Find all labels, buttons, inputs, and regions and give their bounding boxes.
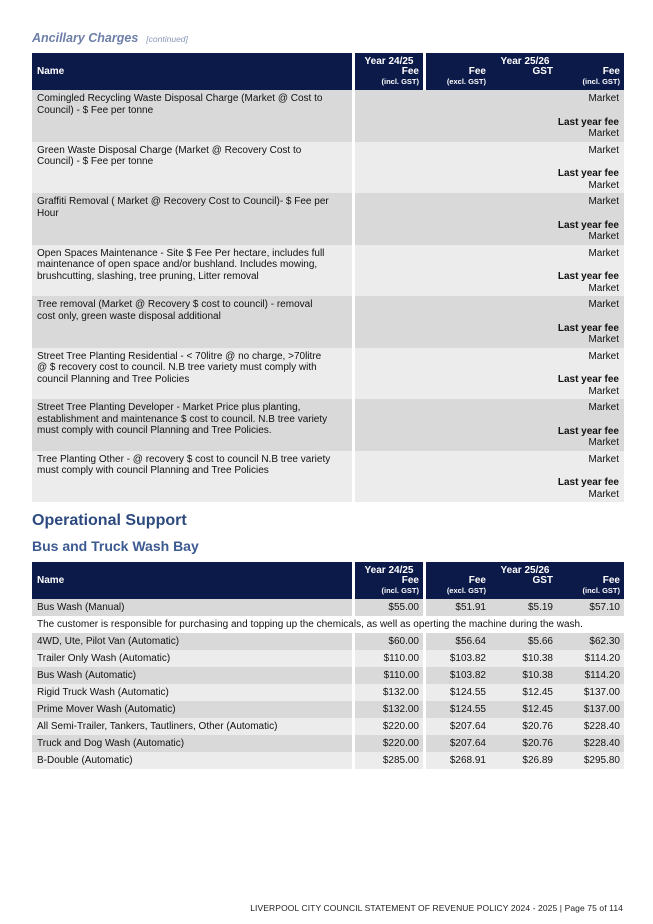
gst: $26.89 <box>490 752 557 769</box>
page-footer: LIVERPOOL CITY COUNCIL STATEMENT OF REVENUE POLICY 2024 - 2025 | Page 75 of 114 <box>250 903 623 913</box>
prev-year-fee <box>352 90 423 142</box>
table-row <box>32 399 624 451</box>
operational-support-heading: Operational Support <box>32 512 187 529</box>
fee-incl: $137.00 <box>557 701 624 718</box>
fee-value: Market <box>588 196 619 207</box>
fee-excl: $56.64 <box>423 633 490 650</box>
section-title-continued <box>32 31 188 45</box>
last-year-fee: Market <box>588 488 619 500</box>
table-row <box>32 650 624 667</box>
prev-year-fee <box>352 296 423 348</box>
last-year-fee: Market <box>588 334 619 345</box>
fee-value: Market <box>588 144 619 156</box>
fee-incl: $295.80 <box>557 752 624 769</box>
gst: $20.76 <box>490 718 557 735</box>
fee-name: Tree removal (Market @ Recovery $ cost to council) - removal cost only, green waste disposal additional <box>32 296 352 348</box>
last-year-fee: Market <box>588 179 619 191</box>
fee-value: Market <box>588 247 619 259</box>
gst: $5.19 <box>490 599 557 616</box>
table-row <box>32 667 624 684</box>
header-name: Name <box>32 53 352 90</box>
fee-value: Market <box>588 350 619 362</box>
fee-excl: $103.82 <box>423 667 490 684</box>
note-row <box>32 616 624 633</box>
fee-excl: $268.91 <box>423 752 490 769</box>
current-fee <box>423 90 624 142</box>
fee-value: Market <box>588 93 619 104</box>
prev-fee-incl: $220.00 <box>352 718 423 735</box>
last-year-fee: Market <box>588 231 619 242</box>
header-gst: GST <box>490 67 557 90</box>
prev-year-fee <box>352 451 423 503</box>
last-year-label: Last year fee <box>557 425 619 437</box>
prev-year-fee <box>352 348 423 400</box>
last-year-fee: Market <box>588 282 619 294</box>
fee-name: Street Tree Planting Residential - < 70litre @ no charge, >70litre @ $ recovery cost to council. N.B tree variety must comply with council Planning and Tree Policies <box>32 348 352 400</box>
fee-value: Market <box>588 453 619 465</box>
current-fee <box>423 399 624 451</box>
current-fee <box>423 193 624 245</box>
last-year-fee: Market <box>588 128 619 139</box>
table-row <box>32 633 624 650</box>
wash-name: Trailer Only Wash (Automatic) <box>32 650 352 667</box>
header-fee-incl: Fee (incl. GST) <box>557 576 624 599</box>
table-row <box>32 451 624 503</box>
header-prev-fee: Fee (incl. GST) <box>352 576 423 599</box>
table-row <box>32 735 624 752</box>
header-gst: GST <box>490 576 557 599</box>
wash-name: Bus Wash (Manual) <box>32 599 352 616</box>
fee-value: Market <box>588 299 619 310</box>
header-name: Name <box>32 562 352 599</box>
prev-fee-incl: $60.00 <box>352 633 423 650</box>
continued-label: [continued] <box>146 34 188 44</box>
fee-name: Street Tree Planting Developer - Market Price plus planting, establishment and maintenance $ cost to council. N.B tree variety must comply with council Planning and Tree Policies. <box>32 399 352 451</box>
header-fee-incl: Fee (incl. GST) <box>557 67 624 90</box>
gst: $5.66 <box>490 633 557 650</box>
prev-year-fee <box>352 193 423 245</box>
table-row <box>32 684 624 701</box>
fee-incl: $62.30 <box>557 633 624 650</box>
fee-incl: $114.20 <box>557 650 624 667</box>
header-year-prev: Year 24/25 <box>352 562 423 576</box>
prev-year-fee <box>352 399 423 451</box>
fee-incl: $57.10 <box>557 599 624 616</box>
table-row <box>32 701 624 718</box>
header-year-curr: Year 25/26 <box>423 562 624 576</box>
wash-name: Rigid Truck Wash (Automatic) <box>32 684 352 701</box>
table-row <box>32 193 624 245</box>
table-row <box>32 245 624 297</box>
table-row <box>32 142 624 194</box>
last-year-label: Last year fee <box>557 116 619 128</box>
fee-name: Tree Planting Other - @ recovery $ cost to council N.B tree variety must comply with council Planning and Tree Policies <box>32 451 352 503</box>
wash-note: The customer is responsible for purchasing and topping up the chemicals, as well as operting the machine during the wash. <box>32 616 624 633</box>
table-row <box>32 599 624 616</box>
fee-excl: $51.91 <box>423 599 490 616</box>
prev-fee-incl: $110.00 <box>352 667 423 684</box>
table-row <box>32 296 624 348</box>
prev-fee-incl: $55.00 <box>352 599 423 616</box>
header-year-curr: Year 25/26 <box>423 53 624 67</box>
prev-fee-incl: $132.00 <box>352 684 423 701</box>
wash-name: Bus Wash (Automatic) <box>32 667 352 684</box>
gst: $20.76 <box>490 735 557 752</box>
last-year-label: Last year fee <box>557 322 619 334</box>
last-year-label: Last year fee <box>557 374 619 385</box>
prev-fee-incl: $220.00 <box>352 735 423 752</box>
table-row <box>32 718 624 735</box>
header-fee-excl: Fee (excl. GST) <box>423 576 490 599</box>
fee-name: Green Waste Disposal Charge (Market @ Recovery Cost to Council) - $ Fee per tonne <box>32 142 352 194</box>
last-year-label: Last year fee <box>557 168 619 179</box>
wash-name: B-Double (Automatic) <box>32 752 352 769</box>
fee-excl: $207.64 <box>423 735 490 752</box>
current-fee <box>423 245 624 297</box>
gst: $10.38 <box>490 667 557 684</box>
wash-name: All Semi-Trailer, Tankers, Tautliners, Other (Automatic) <box>32 718 352 735</box>
last-year-label: Last year fee <box>557 477 619 488</box>
fee-incl: $228.40 <box>557 718 624 735</box>
gst: $12.45 <box>490 701 557 718</box>
fee-excl: $124.55 <box>423 701 490 718</box>
current-fee <box>423 348 624 400</box>
prev-fee-incl: $285.00 <box>352 752 423 769</box>
fee-excl: $207.64 <box>423 718 490 735</box>
prev-fee-incl: $110.00 <box>352 650 423 667</box>
wash-name: Truck and Dog Wash (Automatic) <box>32 735 352 752</box>
wash-name: Prime Mover Wash (Automatic) <box>32 701 352 718</box>
prev-year-fee <box>352 245 423 297</box>
prev-year-fee <box>352 142 423 194</box>
current-fee <box>423 451 624 503</box>
fee-incl: $137.00 <box>557 684 624 701</box>
section-title-text: Ancillary Charges <box>32 31 139 45</box>
last-year-label: Last year fee <box>557 219 619 231</box>
fee-name: Graffiti Removal ( Market @ Recovery Cost to Council)- $ Fee per Hour <box>32 193 352 245</box>
header-year-prev: Year 24/25 <box>352 53 423 67</box>
fee-name: Open Spaces Maintenance - Site $ Fee Per hectare, includes full maintenance of open space and/or bushland. Includes mowing, brushcutting, slashing, tree pruning, Litter removal <box>32 245 352 297</box>
gst: $12.45 <box>490 684 557 701</box>
last-year-fee: Market <box>588 437 619 448</box>
table-row <box>32 90 624 142</box>
fee-incl: $114.20 <box>557 667 624 684</box>
fee-excl: $103.82 <box>423 650 490 667</box>
header-fee-excl: Fee (excl. GST) <box>423 67 490 90</box>
fee-incl: $228.40 <box>557 735 624 752</box>
current-fee <box>423 296 624 348</box>
table-row <box>32 348 624 400</box>
bus-truck-wash-heading: Bus and Truck Wash Bay <box>32 538 199 554</box>
ancillary-charges-table <box>32 53 624 502</box>
fee-value: Market <box>588 402 619 413</box>
fee-excl: $124.55 <box>423 684 490 701</box>
gst: $10.38 <box>490 650 557 667</box>
last-year-label: Last year fee <box>557 271 619 282</box>
wash-name: 4WD, Ute, Pilot Van (Automatic) <box>32 633 352 650</box>
header-prev-fee: Fee (incl. GST) <box>352 67 423 90</box>
prev-fee-incl: $132.00 <box>352 701 423 718</box>
last-year-fee: Market <box>588 385 619 397</box>
wash-bay-table <box>32 562 624 769</box>
table-row <box>32 752 624 769</box>
fee-name: Comingled Recycling Waste Disposal Charge (Market @ Cost to Council) - $ Fee per tonne <box>32 90 352 142</box>
current-fee <box>423 142 624 194</box>
